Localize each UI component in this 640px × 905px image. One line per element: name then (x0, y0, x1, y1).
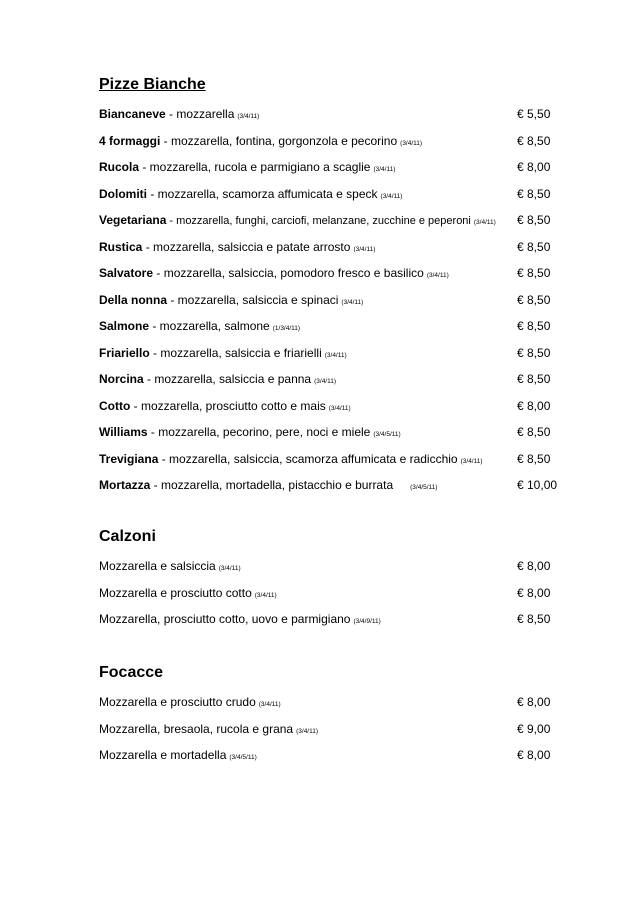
item-allergens: (3/4/11) (373, 166, 396, 173)
menu-list (99, 559, 569, 639)
item-allergens: (3/4/11) (296, 727, 319, 735)
menu-item (99, 452, 569, 479)
item-name: Trevigiana (99, 451, 159, 466)
item-price: € 8,50 (517, 612, 551, 626)
item-price: € 8,50 (517, 133, 551, 148)
item-allergens: (1/3/4/11) (272, 325, 301, 332)
item-name: Rucola (99, 160, 140, 174)
item-name: Salvatore (99, 266, 154, 280)
menu-item (99, 107, 569, 134)
item-name: Williams (99, 425, 148, 439)
item-name: 4 formaggi (99, 133, 161, 148)
item-allergens: (3/4/11) (380, 192, 403, 200)
item-description: Mozzarella e prosciutto cotto (99, 585, 252, 600)
item-price: € 8,50 (517, 239, 551, 254)
item-price: € 8,50 (517, 425, 551, 439)
item-description: Mozzarella e mortadella (99, 748, 227, 762)
item-allergens: (3/4/11) (460, 457, 483, 465)
item-price: € 8,00 (517, 160, 551, 174)
item-price: € 8,00 (517, 695, 551, 709)
menu-item (99, 425, 569, 452)
item-price: € 8,50 (517, 213, 551, 227)
item-description: - mozzarella, salsiccia, pomodoro fresco e basilico (153, 266, 424, 280)
item-allergens: (3/4/5/11) (410, 484, 438, 491)
item-allergens: (3/4/11) (328, 404, 351, 412)
item-name: Dolomiti (99, 186, 147, 201)
item-description: - mozzarella, pecorino, pere, noci e miele (147, 425, 371, 439)
item-name: Salmone (99, 319, 150, 333)
item-allergens: (3/4/5/11) (229, 754, 257, 761)
item-description: - mozzarella, prosciutto cotto e mais (130, 398, 326, 413)
menu-item (99, 293, 569, 320)
menu-item (99, 586, 569, 613)
item-description: - mozzarella, salsiccia e panna (143, 372, 312, 386)
menu-item (99, 240, 569, 267)
item-price: € 8,50 (517, 186, 551, 201)
item-price: € 5,50 (517, 107, 551, 121)
item-allergens: (3/4/11) (254, 591, 277, 599)
item-description: - mozzarella, mortadella, pistacchio e burrata (150, 478, 394, 492)
menu-item (99, 134, 569, 161)
item-description: - mozzarella, scamorza affumicata e speck (147, 186, 378, 201)
item-allergens: (3/4/11) (314, 378, 337, 385)
section-title: Focacce (99, 664, 164, 681)
menu-item (99, 187, 569, 214)
menu-item (99, 266, 569, 293)
item-allergens: (3/4/11) (353, 245, 376, 253)
menu-item (99, 346, 569, 373)
item-name: Friariello (99, 345, 150, 360)
item-price: € 8,50 (517, 451, 551, 466)
item-description: - mozzarella, funghi, carciofi, melanzane, zucchine e peperoni (166, 215, 471, 227)
item-price: € 8,00 (517, 585, 551, 600)
item-price: € 8,50 (517, 372, 551, 386)
section-title: Pizze Bianche (99, 76, 206, 93)
item-description: - mozzarella, salsiccia e friarielli (149, 345, 322, 360)
section-focacce (99, 662, 569, 775)
section-title: Calzoni (99, 528, 156, 545)
menu-item (99, 478, 569, 505)
item-price: € 8,00 (517, 398, 551, 413)
item-description: - mozzarella, salsiccia e spinaci (167, 292, 339, 307)
item-price: € 8,00 (517, 748, 551, 762)
item-description: - mozzarella (165, 107, 235, 121)
menu-item (99, 319, 569, 346)
item-description: Mozzarella e prosciutto crudo (99, 695, 256, 709)
menu-list (99, 695, 569, 775)
item-allergens: (3/4/5/11) (373, 431, 401, 438)
item-description: Mozzarella e salsiccia (99, 559, 216, 573)
item-allergens: (3/4/11) (341, 298, 364, 306)
item-description: Mozzarella, bresaola, rucola e grana (99, 721, 294, 736)
section-pizze-bianche (99, 74, 569, 505)
item-name: Cotto (99, 398, 131, 413)
item-name: Mortazza (99, 478, 151, 492)
item-name: Rustica (99, 239, 143, 254)
item-allergens: (3/4/11) (324, 351, 347, 359)
item-price: € 8,50 (517, 292, 551, 307)
item-name: Norcina (99, 372, 144, 386)
menu-item (99, 612, 569, 639)
item-allergens: (3/4/11) (258, 701, 281, 708)
menu-item (99, 399, 569, 426)
item-description: Mozzarella, prosciutto cotto, uovo e parmigiano (99, 612, 351, 626)
section-calzoni (99, 526, 569, 639)
item-price: € 8,50 (517, 266, 551, 280)
item-description: - mozzarella, salmone (149, 319, 270, 333)
menu-list (99, 107, 569, 505)
item-allergens: (3/4/11) (426, 272, 449, 279)
item-price: € 8,50 (517, 345, 551, 360)
item-description: - mozzarella, salsiccia e patate arrosto (142, 239, 351, 254)
item-allergens: (3/4/9/11) (353, 618, 381, 625)
item-name: Della nonna (99, 292, 168, 307)
item-allergens: (3/4/11) (473, 219, 496, 226)
item-allergens: (3/4/11) (218, 565, 241, 572)
menu-item (99, 160, 569, 187)
item-description: - mozzarella, rucola e parmigiano a scaglie (139, 160, 371, 174)
item-price: € 9,00 (517, 721, 551, 736)
item-allergens: (3/4/11) (400, 139, 423, 147)
item-price: € 10,00 (517, 478, 558, 492)
menu-item (99, 722, 569, 749)
menu-item (99, 748, 569, 775)
menu-item (99, 695, 569, 722)
menu-item (99, 213, 569, 240)
item-description: - mozzarella, fontina, gorgonzola e pecorino (160, 133, 398, 148)
item-allergens: (3/4/11) (237, 113, 260, 120)
item-price: € 8,00 (517, 559, 551, 573)
item-name: Vegetariana (99, 213, 167, 227)
item-name: Biancaneve (99, 107, 166, 121)
menu-item (99, 559, 569, 586)
item-description: - mozzarella, salsiccia, scamorza affumicata e radicchio (158, 451, 458, 466)
menu-item (99, 372, 569, 399)
item-price: € 8,50 (517, 319, 551, 333)
